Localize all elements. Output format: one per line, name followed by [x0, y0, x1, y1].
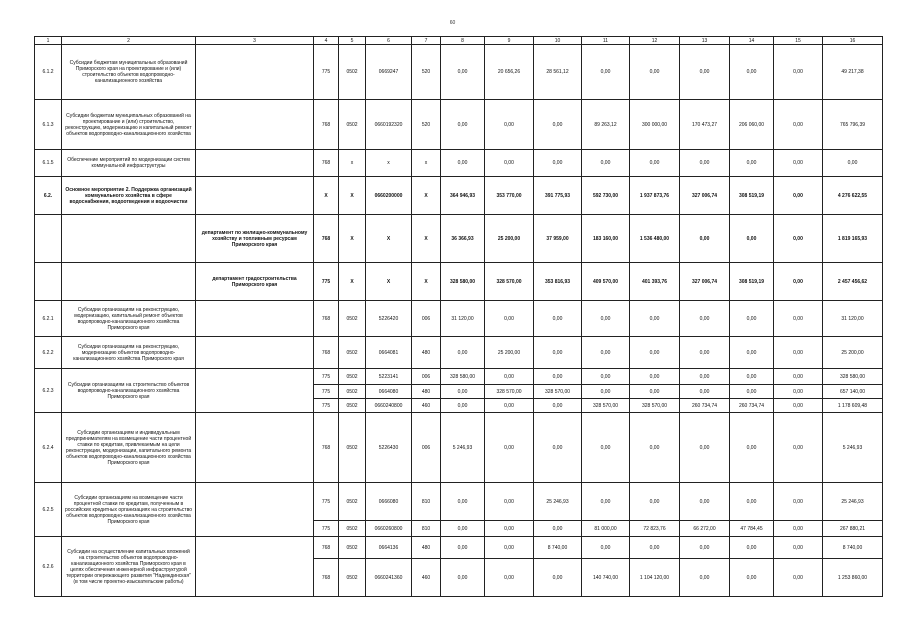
value-cell: 775: [314, 263, 339, 301]
value-cell: 0,00: [441, 337, 485, 369]
value-cell: 460: [412, 399, 441, 413]
value-cell: 0,00: [730, 301, 774, 337]
header-cell: 8: [441, 37, 485, 45]
table-row: [35, 150, 883, 177]
value-cell: 0,00: [630, 385, 680, 399]
value-cell: 353 770,00: [485, 177, 534, 215]
value-cell: 0,00: [630, 301, 680, 337]
row-number: 6.2.3: [35, 369, 62, 413]
value-cell: 0666080: [366, 483, 412, 521]
value-cell: 328 570,00: [534, 385, 582, 399]
value-cell: 0,00: [730, 413, 774, 483]
value-cell: 0660241360: [366, 559, 412, 597]
value-cell: 0,00: [680, 301, 730, 337]
row-executor: [196, 301, 314, 337]
value-cell: 0,00: [582, 413, 630, 483]
value-cell: 0660240800: [366, 399, 412, 413]
value-cell: 768: [314, 150, 339, 177]
value-cell: 0,00: [441, 385, 485, 399]
header-cell: 6: [366, 37, 412, 45]
value-cell: X: [339, 215, 366, 263]
value-cell: 0,00: [630, 369, 680, 385]
header-cell: 15: [774, 37, 823, 45]
value-cell: X: [339, 263, 366, 301]
value-cell: 364 946,93: [441, 177, 485, 215]
table-row: [35, 413, 883, 483]
value-cell: 140 740,00: [582, 559, 630, 597]
value-cell: 0502: [339, 385, 366, 399]
value-cell: 308 519,19: [730, 263, 774, 301]
value-cell: 0,00: [485, 399, 534, 413]
value-cell: 460: [412, 559, 441, 597]
value-cell: 0502: [339, 45, 366, 100]
value-cell: 5226430: [366, 413, 412, 483]
value-cell: 0,00: [730, 215, 774, 263]
header-cell: 12: [630, 37, 680, 45]
value-cell: 31 120,00: [823, 301, 883, 337]
value-cell: 0,00: [680, 537, 730, 559]
value-cell: X: [339, 177, 366, 215]
value-cell: 520: [412, 45, 441, 100]
value-cell: 25 200,00: [485, 337, 534, 369]
header-cell: 10: [534, 37, 582, 45]
value-cell: 81 000,00: [582, 521, 630, 537]
value-cell: 0,00: [823, 150, 883, 177]
value-cell: 0,00: [534, 413, 582, 483]
value-cell: 0,00: [630, 337, 680, 369]
value-cell: 183 160,00: [582, 215, 630, 263]
value-cell: 89 263,12: [582, 100, 630, 150]
table-row: [35, 369, 883, 385]
table-row: [35, 483, 883, 521]
row-executor: [196, 150, 314, 177]
value-cell: 308 519,19: [730, 177, 774, 215]
header-cell: 4: [314, 37, 339, 45]
header-cell: 16: [823, 37, 883, 45]
value-cell: 657 140,00: [823, 385, 883, 399]
value-cell: 0,00: [680, 150, 730, 177]
value-cell: 72 823,76: [630, 521, 680, 537]
row-name: [62, 215, 196, 263]
row-executor: [196, 45, 314, 100]
value-cell: 1 253 860,00: [823, 559, 883, 597]
value-cell: 0,00: [774, 537, 823, 559]
value-cell: 0,00: [485, 301, 534, 337]
value-cell: 0,00: [534, 559, 582, 597]
value-cell: 0,00: [441, 45, 485, 100]
value-cell: 480: [412, 337, 441, 369]
header-cell: 3: [196, 37, 314, 45]
value-cell: x: [366, 150, 412, 177]
value-cell: 768: [314, 413, 339, 483]
row-name: Субсидии на осуществление капитальных вложений на строительство объектов водопроводно-канализационного хозяйства Приморского края в целях обеспечения инженерной инфраструктурой территории опережающего развития "Надеждинская" (в том числе проектно-изыскательские работы): [62, 537, 196, 597]
row-name: Обеспечение мероприятий по модернизации систем коммунальной инфраструктуры: [62, 150, 196, 177]
row-name: Субсидии организациям на строительство объектов водопроводно-канализационного хозяйства Приморского края: [62, 369, 196, 413]
value-cell: 25 200,00: [823, 337, 883, 369]
row-name: Субсидии организациям на реконструкцию, модернизацию, капитальный ремонт объектов водопроводно-канализационного хозяйства Приморского края: [62, 301, 196, 337]
row-executor: [196, 413, 314, 483]
value-cell: 006: [412, 369, 441, 385]
value-cell: 47 784,45: [730, 521, 774, 537]
table-row: [35, 337, 883, 369]
value-cell: 768: [314, 537, 339, 559]
value-cell: 0,00: [730, 150, 774, 177]
value-cell: 0,00: [582, 385, 630, 399]
table-row: [35, 263, 883, 301]
value-cell: 765 796,39: [823, 100, 883, 150]
value-cell: 775: [314, 45, 339, 100]
value-cell: 25 246,93: [823, 483, 883, 521]
row-name: Субсидии бюджетам муниципальных образований на проектирование и (или) строительство, реконструкцию, модернизацию и капитальный ремонт объектов водопроводно-канализационного хозяйства: [62, 100, 196, 150]
value-cell: 0,00: [680, 337, 730, 369]
row-name: Субсидии организациям на возмещение части процентной ставки по кредитам, полученным в российских кредитных организациях на строительство объектов водопроводно-канализационного хозяйства Приморского края: [62, 483, 196, 537]
row-number: 6.2.4: [35, 413, 62, 483]
value-cell: 0502: [339, 483, 366, 521]
table-row: [35, 215, 883, 263]
value-cell: 0,00: [441, 537, 485, 559]
value-cell: 260 734,74: [730, 399, 774, 413]
value-cell: X: [366, 263, 412, 301]
value-cell: 0,00: [582, 301, 630, 337]
value-cell: 206 060,00: [730, 100, 774, 150]
value-cell: 0,00: [485, 559, 534, 597]
value-cell: 0,00: [630, 150, 680, 177]
value-cell: 267 880,21: [823, 521, 883, 537]
value-cell: 0,00: [774, 150, 823, 177]
value-cell: 37 959,00: [534, 215, 582, 263]
value-cell: 401 393,76: [630, 263, 680, 301]
value-cell: 0,00: [582, 45, 630, 100]
value-cell: X: [412, 177, 441, 215]
value-cell: 0,00: [485, 369, 534, 385]
value-cell: 0,00: [680, 369, 730, 385]
value-cell: X: [366, 215, 412, 263]
value-cell: 170 473,27: [680, 100, 730, 150]
value-cell: 1 104 120,00: [630, 559, 680, 597]
value-cell: 0,00: [441, 483, 485, 521]
value-cell: 4 276 622,55: [823, 177, 883, 215]
row-number: 6.2.: [35, 177, 62, 215]
table-row: [35, 45, 883, 100]
row-name: Основное мероприятие 2. Поддержка организаций коммунального хозяйства в сфере водоснабжения, водоотведения и водоочистки: [62, 177, 196, 215]
value-cell: 260 734,74: [680, 399, 730, 413]
table-row: [35, 301, 883, 337]
value-cell: x: [412, 150, 441, 177]
value-cell: 0,00: [630, 537, 680, 559]
value-cell: 0,00: [534, 369, 582, 385]
value-cell: 775: [314, 369, 339, 385]
value-cell: 768: [314, 559, 339, 597]
header-cell: 14: [730, 37, 774, 45]
value-cell: 2 457 456,62: [823, 263, 883, 301]
value-cell: 0,00: [774, 521, 823, 537]
value-cell: 1 536 480,00: [630, 215, 680, 263]
value-cell: 36 366,93: [441, 215, 485, 263]
value-cell: 0,00: [774, 385, 823, 399]
value-cell: 5223141: [366, 369, 412, 385]
value-cell: 20 656,26: [485, 45, 534, 100]
value-cell: 328 570,00: [582, 399, 630, 413]
value-cell: 0,00: [441, 559, 485, 597]
value-cell: 520: [412, 100, 441, 150]
value-cell: 0,00: [774, 369, 823, 385]
value-cell: 0502: [339, 399, 366, 413]
row-executor: [196, 337, 314, 369]
value-cell: 0502: [339, 301, 366, 337]
row-executor: [196, 100, 314, 150]
value-cell: 0,00: [441, 150, 485, 177]
value-cell: 327 006,74: [680, 177, 730, 215]
value-cell: 328 570,00: [630, 399, 680, 413]
value-cell: 5 246,93: [823, 413, 883, 483]
value-cell: 0,00: [630, 413, 680, 483]
row-name: [62, 263, 196, 301]
value-cell: X: [412, 263, 441, 301]
value-cell: 409 570,00: [582, 263, 630, 301]
value-cell: 0,00: [680, 45, 730, 100]
table-row: [35, 177, 883, 215]
value-cell: 0,00: [730, 369, 774, 385]
value-cell: 768: [314, 337, 339, 369]
table-row: [35, 537, 883, 559]
row-number: 6.1.2: [35, 45, 62, 100]
header-cell: 11: [582, 37, 630, 45]
value-cell: 0,00: [730, 385, 774, 399]
value-cell: 006: [412, 301, 441, 337]
value-cell: 0,00: [730, 483, 774, 521]
value-cell: 8 740,00: [534, 537, 582, 559]
value-cell: 0,00: [534, 100, 582, 150]
value-cell: 0,00: [730, 337, 774, 369]
row-number: 6.2.5: [35, 483, 62, 537]
value-cell: 0,00: [534, 150, 582, 177]
page-number: 60: [449, 20, 456, 26]
row-number: [35, 215, 62, 263]
value-cell: 0660260800: [366, 521, 412, 537]
value-cell: 327 006,74: [680, 263, 730, 301]
value-cell: 0,00: [441, 521, 485, 537]
row-executor: [196, 369, 314, 413]
value-cell: 0664080: [366, 385, 412, 399]
value-cell: 0660192320: [366, 100, 412, 150]
value-cell: 0,00: [774, 483, 823, 521]
value-cell: 0,00: [730, 537, 774, 559]
row-executor: [196, 537, 314, 597]
value-cell: 328 580,00: [441, 369, 485, 385]
value-cell: 328 570,00: [485, 263, 534, 301]
header-cell: 1: [35, 37, 62, 45]
row-number: [35, 263, 62, 301]
table-row: [35, 100, 883, 150]
value-cell: 353 816,93: [534, 263, 582, 301]
budget-table: [34, 36, 883, 597]
value-cell: 1 937 873,76: [630, 177, 680, 215]
value-cell: 0,00: [774, 177, 823, 215]
value-cell: 0,00: [774, 301, 823, 337]
value-cell: 006: [412, 413, 441, 483]
value-cell: 0,00: [774, 399, 823, 413]
value-cell: 810: [412, 521, 441, 537]
row-number: 6.1.5: [35, 150, 62, 177]
value-cell: 0502: [339, 521, 366, 537]
value-cell: 0,00: [534, 337, 582, 369]
value-cell: 0,00: [680, 413, 730, 483]
row-number: 6.2.1: [35, 301, 62, 337]
value-cell: 480: [412, 537, 441, 559]
value-cell: 0,00: [774, 413, 823, 483]
value-cell: X: [412, 215, 441, 263]
value-cell: 0502: [339, 537, 366, 559]
value-cell: 0,00: [534, 521, 582, 537]
value-cell: 25 246,93: [534, 483, 582, 521]
value-cell: 0664081: [366, 337, 412, 369]
value-cell: 31 120,00: [441, 301, 485, 337]
value-cell: 0,00: [582, 483, 630, 521]
value-cell: 0,00: [582, 150, 630, 177]
value-cell: 0,00: [630, 45, 680, 100]
value-cell: 0,00: [680, 559, 730, 597]
row-number: 6.1.3: [35, 100, 62, 150]
value-cell: 25 200,00: [485, 215, 534, 263]
value-cell: 0,00: [774, 215, 823, 263]
header-cell: 5: [339, 37, 366, 45]
header-row: [35, 37, 883, 45]
row-executor: [196, 483, 314, 537]
value-cell: 0,00: [630, 483, 680, 521]
row-executor: департамент по жилищно-коммунальному хозяйству и топливным ресурсам Приморского края: [196, 215, 314, 263]
value-cell: 0,00: [534, 301, 582, 337]
value-cell: 0502: [339, 369, 366, 385]
value-cell: 0502: [339, 559, 366, 597]
value-cell: 66 272,00: [680, 521, 730, 537]
value-cell: 0,00: [680, 215, 730, 263]
row-name: Субсидии бюджетам муниципальных образований Приморского края на проектирование и (или) строительство объектов водопроводно-канализационного хозяйства: [62, 45, 196, 100]
value-cell: 0,00: [730, 559, 774, 597]
value-cell: 775: [314, 399, 339, 413]
value-cell: 0,00: [485, 537, 534, 559]
row-name: Субсидии организациям на реконструкцию, модернизацию объектов водопроводно-канализационного хозяйства Приморского края: [62, 337, 196, 369]
value-cell: 8 740,00: [823, 537, 883, 559]
value-cell: 0502: [339, 100, 366, 150]
value-cell: 0,00: [774, 45, 823, 100]
value-cell: 775: [314, 483, 339, 521]
value-cell: 0,00: [680, 385, 730, 399]
value-cell: 480: [412, 385, 441, 399]
value-cell: 0669247: [366, 45, 412, 100]
value-cell: 1 178 609,48: [823, 399, 883, 413]
value-cell: 0,00: [485, 100, 534, 150]
row-number: 6.2.6: [35, 537, 62, 597]
value-cell: 768: [314, 100, 339, 150]
value-cell: 0,00: [680, 483, 730, 521]
value-cell: 775: [314, 521, 339, 537]
value-cell: 0,00: [441, 100, 485, 150]
value-cell: 768: [314, 215, 339, 263]
value-cell: 592 730,00: [582, 177, 630, 215]
value-cell: 0,00: [485, 150, 534, 177]
row-number: 6.2.2: [35, 337, 62, 369]
value-cell: 0,00: [774, 263, 823, 301]
row-executor: департамент градостроительства Приморского края: [196, 263, 314, 301]
value-cell: 328 570,00: [485, 385, 534, 399]
value-cell: 0502: [339, 337, 366, 369]
value-cell: 0,00: [582, 369, 630, 385]
row-executor: [196, 177, 314, 215]
value-cell: 0,00: [485, 521, 534, 537]
value-cell: 28 561,12: [534, 45, 582, 100]
value-cell: 391 775,93: [534, 177, 582, 215]
value-cell: 300 000,00: [630, 100, 680, 150]
header-cell: 2: [62, 37, 196, 45]
value-cell: 0664136: [366, 537, 412, 559]
value-cell: 0,00: [485, 483, 534, 521]
value-cell: x: [339, 150, 366, 177]
value-cell: 5 246,93: [441, 413, 485, 483]
value-cell: 0,00: [441, 399, 485, 413]
row-name: Субсидии организациям и индивидуальным предпринимателям на возмещение части процентной ставки по кредитам, привлекаемым на цели реконструкции, модернизации, капитального ремонта объектов водопроводно-канализационного хозяйства Приморского края: [62, 413, 196, 483]
header-cell: 13: [680, 37, 730, 45]
value-cell: 768: [314, 301, 339, 337]
value-cell: 0,00: [774, 337, 823, 369]
value-cell: 0,00: [730, 45, 774, 100]
value-cell: 0,00: [774, 100, 823, 150]
value-cell: 810: [412, 483, 441, 521]
value-cell: 0,00: [582, 337, 630, 369]
value-cell: 0502: [339, 413, 366, 483]
value-cell: 775: [314, 385, 339, 399]
value-cell: 0,00: [774, 559, 823, 597]
header-cell: 7: [412, 37, 441, 45]
value-cell: 328 580,00: [823, 369, 883, 385]
value-cell: 1 819 165,93: [823, 215, 883, 263]
value-cell: 49 217,38: [823, 45, 883, 100]
value-cell: 0,00: [582, 537, 630, 559]
value-cell: X: [314, 177, 339, 215]
value-cell: 0660200000: [366, 177, 412, 215]
value-cell: 0,00: [485, 413, 534, 483]
value-cell: 5226420: [366, 301, 412, 337]
header-cell: 9: [485, 37, 534, 45]
value-cell: 0,00: [534, 399, 582, 413]
value-cell: 328 580,00: [441, 263, 485, 301]
